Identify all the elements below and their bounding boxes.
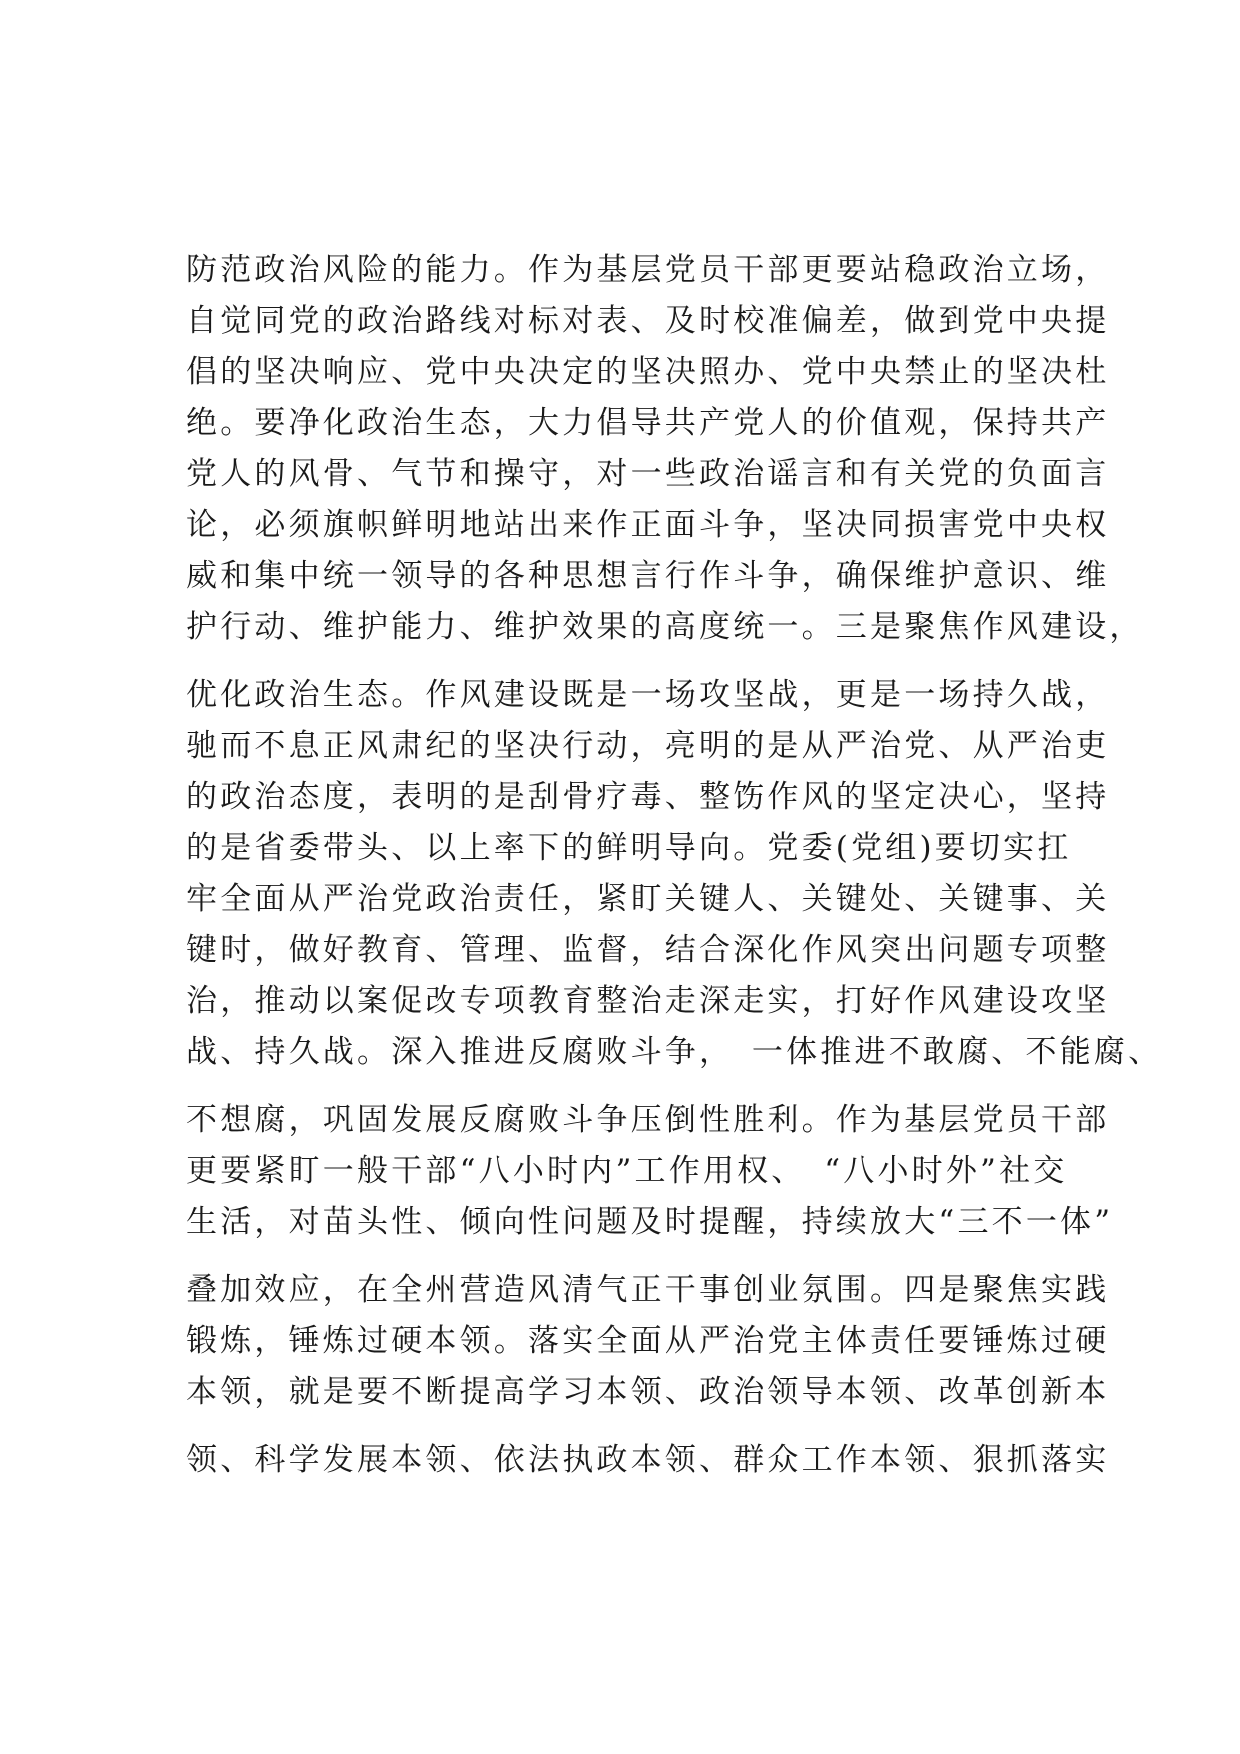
text-line: 倡的坚决响应、党中央决定的坚决照办、党中央禁止的坚决杜: [186, 354, 1110, 390]
text-line: 的是省委带头、以上率下的鲜明导向。党委(党组)要切实扛: [186, 830, 1072, 866]
text-line: 驰而不息正风肃纪的坚决行动，亮明的是从严治党、从严治吏: [186, 728, 1110, 764]
text-line: 防范政治风险的能力。作为基层党员干部更要站稳政治立场，: [186, 252, 1110, 288]
text-line: 优化政治生态。作风建设既是一场攻坚战，更是一场持久战，: [186, 677, 1110, 713]
text-line: 论，必须旗帜鲜明地站出来作正面斗争，坚决同损害党中央权: [186, 507, 1110, 543]
text-line: 叠加效应，在全州营造风清气正干事创业氛围。四是聚焦实践: [186, 1272, 1110, 1308]
text-line: 自觉同党的政治路线对标对表、及时校准偏差，做到党中央提: [186, 303, 1110, 339]
text-line: 战、持久战。深入推进反腐败斗争， 一体推进不敢腐、不能腐、: [186, 1034, 1163, 1070]
text-line: 不想腐，巩固发展反腐败斗争压倒性胜利。作为基层党员干部: [186, 1102, 1110, 1138]
text-line: 更要紧盯一般干部“八小时内”工作用权、 “八小时外”社交: [186, 1153, 1068, 1189]
text-line: 护行动、维护能力、维护效果的高度统一。三是聚焦作风建设，: [186, 609, 1144, 645]
text-line: 威和集中统一领导的各种思想言行作斗争，确保维护意识、维: [186, 558, 1110, 594]
text-line: 领、科学发展本领、依法执政本领、群众工作本领、狠抓落实: [186, 1442, 1110, 1478]
text-line: 本领，就是要不断提高学习本领、政治领导本领、改革创新本: [186, 1374, 1110, 1410]
text-line: 治，推动以案促改专项教育整治走深走实，打好作风建设攻坚: [186, 983, 1110, 1019]
text-line: 生活，对苗头性、倾向性问题及时提醒，持续放大“三不一体”: [186, 1204, 1114, 1240]
text-line: 键时，做好教育、管理、监督，结合深化作风突出问题专项整: [186, 932, 1110, 968]
text-line: 党人的风骨、气节和操守，对一些政治谣言和有关党的负面言: [186, 456, 1110, 492]
text-line: 锻炼，锤炼过硬本领。落实全面从严治党主体责任要锤炼过硬: [186, 1323, 1110, 1359]
text-line: 牢全面从严治党政治责任，紧盯关键人、关键处、关键事、关: [186, 881, 1110, 917]
text-line: 的政治态度，表明的是刮骨疗毒、整饬作风的坚定决心，坚持: [186, 779, 1110, 815]
text-line: 绝。要净化政治生态，大力倡导共产党人的价值观，保持共产: [186, 405, 1110, 441]
